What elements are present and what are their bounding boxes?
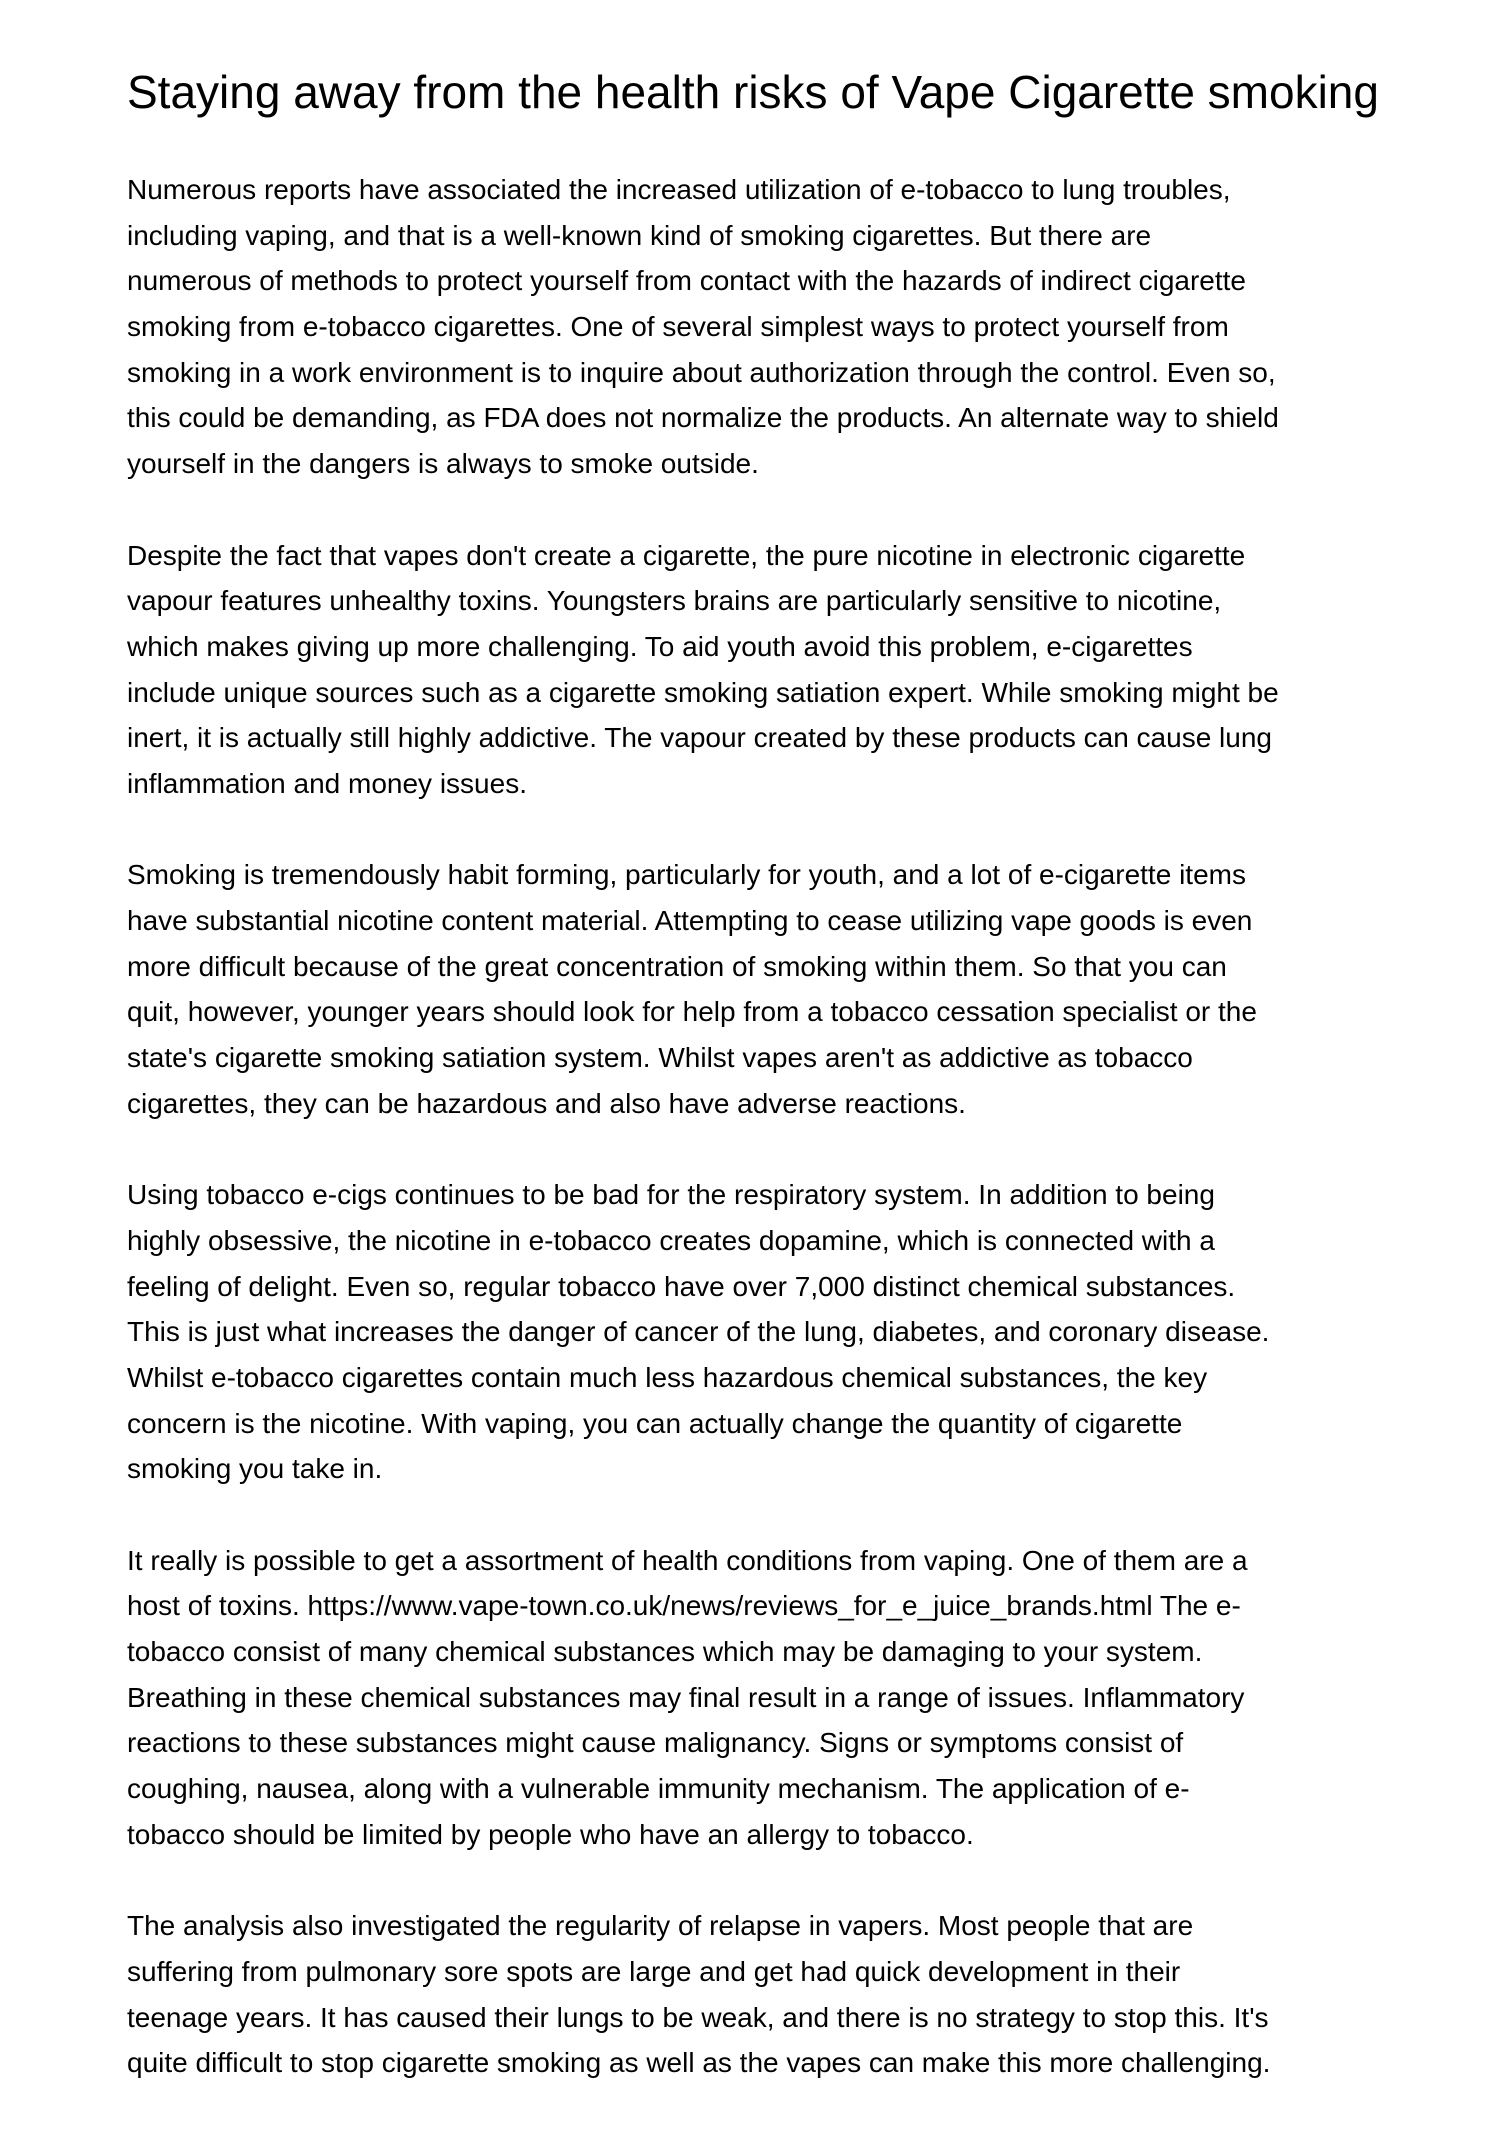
paragraph [127,1903,1387,2086]
paragraph-line: This is just what increases the danger of cancer of the lung, diabetes, and coronary disease. [127,1316,1270,1348]
paragraph-line: smoking you take in. [127,1453,383,1485]
paragraph-line: highly obsessive, the nicotine in e-tobacco creates dopamine, which is connected with a [127,1224,1215,1256]
paragraph-line: tobacco should be limited by people who have an allergy to tobacco. [127,1818,974,1850]
paragraph-line: Numerous reports have associated the increased utilization of e-tobacco to lung troubles, [127,174,1231,205]
paragraph-line: Smoking is tremendously habit forming, particularly for youth, and a lot of e-cigarette items [127,859,1246,891]
paragraph [127,533,1387,807]
paragraph-line: which makes giving up more challenging. To aid youth avoid this problem, e-cigarettes [127,630,1193,662]
page-title: Staying away from the health risks of Vape Cigarette smoking [127,66,1379,118]
paragraph-line: concern is the nicotine. With vaping, you can actually change the quantity of cigarette [127,1407,1183,1439]
paragraph-line: including vaping, and that is a well-known kind of smoking cigarettes. But there are [127,219,1152,251]
paragraph-line: Using tobacco e-cigs continues to be bad for the respiratory system. In addition to being [127,1179,1215,1211]
paragraph-line: suffering from pulmonary sore spots are large and get had quick development in their [127,1955,1181,1987]
paragraph-line: tobacco consist of many chemical substances which may be damaging to your system. [127,1636,1203,1667]
paragraph-line: include unique sources such as a cigarette smoking satiation expert. While smoking might be [127,676,1279,708]
paragraph-line: It really is possible to get a assortment of health conditions from vaping. One of them are a [127,1544,1248,1576]
paragraph-line: host of toxins. https://www.vape-town.co.uk/news/reviews_for_e_juice_brands.html The e- [127,1590,1241,1622]
paragraph-line: vapour features unhealthy toxins. Youngsters brains are particularly sensitive to nicotine, [127,585,1222,617]
paragraph-line: smoking from e-tobacco cigarettes. One of several simplest ways to protect yourself from [127,311,1229,343]
paragraph-line: feeling of delight. Even so, regular tobacco have over 7,000 distinct chemical substances. [127,1270,1236,1302]
paragraph-line: reactions to these substances might cause malignancy. Signs or symptoms consist of [127,1727,1184,1759]
paragraph [127,852,1387,1126]
paragraph-line: teenage years. It has caused their lungs to be weak, and there is no strategy to stop this. It's [127,2001,1269,2033]
paragraph [127,167,1387,487]
paragraph-line: inflammation and money issues. [127,767,527,799]
paragraph-line: Whilst e-tobacco cigarettes contain much less hazardous chemical substances, the key [127,1361,1208,1393]
paragraph-line: numerous of methods to protect yourself from contact with the hazards of indirect cigarette [127,265,1246,297]
article-body [127,167,1387,2132]
paragraph-line: smoking in a work environment is to inquire about authorization through the control. Even so, [127,356,1276,388]
paragraph-line: yourself in the dangers is always to smoke outside. [127,448,759,480]
paragraph-line: more difficult because of the great concentration of smoking within them. So that you can [127,950,1227,982]
paragraph-line: Breathing in these chemical substances may final result in a range of issues. Inflammatory [127,1681,1245,1713]
paragraph [127,1538,1387,1858]
paragraph-line: quit, however, younger years should look for help from a tobacco cessation specialist or the [127,996,1257,1028]
paragraph-line: Despite the fact that vapes don't create a cigarette, the pure nicotine in electronic cigarette [127,539,1246,571]
paragraph-line: coughing, nausea, along with a vulnerable immunity mechanism. The application of e- [127,1773,1190,1805]
paragraph-line: state's cigarette smoking satiation system. Whilst vapes aren't as addictive as tobacco [127,1042,1193,1074]
paragraph-line: inert, it is actually still highly addictive. The vapour created by these products can cause lung [127,722,1272,754]
paragraph-line: this could be demanding, as FDA does not normalize the products. An alternate way to shield [127,402,1279,434]
paragraph-line: cigarettes, they can be hazardous and also have adverse reactions. [127,1087,966,1119]
paragraph-line: have substantial nicotine content material. Attempting to cease utilizing vape goods is even [127,905,1253,936]
paragraph [127,1172,1387,1492]
paragraph-line: quite difficult to stop cigarette smoking as well as the vapes can make this more challenging. [127,2047,1271,2079]
paragraph-line: The analysis also investigated the regularity of relapse in vapers. Most people that are [127,1910,1194,1942]
